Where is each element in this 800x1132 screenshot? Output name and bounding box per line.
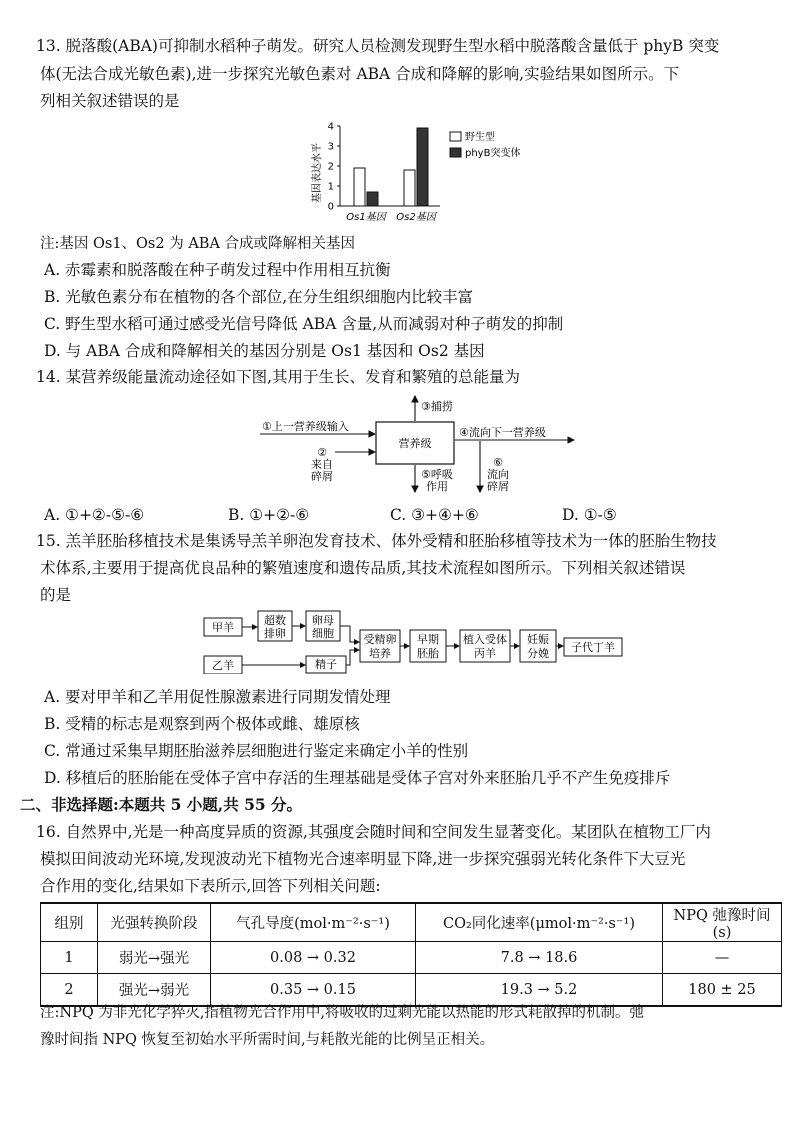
flow-luanmu-1: 卵母	[312, 614, 334, 627]
trophic-level-label: 营养级	[398, 437, 432, 450]
q13-option-a: A. 赤霉素和脱落酸在种子萌发过程中作用相互抗衡	[44, 261, 391, 279]
table-cell: —	[663, 942, 782, 974]
y-tick-label: 2	[327, 161, 334, 173]
bar-wild-type	[404, 170, 415, 206]
q16-stem-line-1: 16. 自然界中,光是一种高度异质的资源,其强度会随时间和空间发生显著变化。某团队在植物工厂内	[36, 823, 711, 841]
table-cell: 7.8 → 18.6	[416, 942, 663, 974]
q14-energy-flow-diagram	[240, 392, 580, 498]
q14-option-a: A. ①+②-⑤-⑥	[44, 506, 145, 524]
energy-flow-svg	[240, 392, 580, 498]
q15-stem-line-1: 15. 羔羊胚胎移植技术是集诱导羔羊卵泡发育技术、体外受精和胚胎移植等技术为一体的胚胎生物技	[36, 532, 717, 550]
q15-stem-line-2: 术体系,主要用于提高优良品种的繁殖速度和遗传品质,其技术流程如图所示。下列相关叙述错误	[40, 559, 686, 577]
q13-note: 注:基因 Os1、Os2 为 ABA 合成或降解相关基因	[40, 236, 356, 252]
q15-flow-diagram	[198, 608, 628, 674]
flow-jia: 甲羊	[212, 621, 234, 634]
q16-note-line-2: 豫时间指 NPQ 恢复至初始水平所需时间,与耗散光能的比例呈正相关。	[40, 1032, 495, 1048]
flow-zidai: 子代丁羊	[571, 641, 615, 654]
table-cell: 19.3 → 5.2	[416, 974, 663, 1007]
table-row	[41, 942, 782, 974]
input-label-2a: ②	[317, 446, 327, 459]
bar-phyb-mutant	[417, 128, 428, 206]
bar-wild-type	[354, 168, 365, 206]
table-cell: 180 ± 25	[663, 974, 782, 1007]
flow-zhiru-1: 植入受体	[463, 633, 507, 646]
flow-luanmu-2: 细胞	[312, 627, 334, 640]
q14-option-c: C. ③+④+⑥	[390, 506, 479, 524]
q16-stem-line-2: 模拟田间波动光环境,发现波动光下植物光合速率明显下降,进一步探究强弱光转化条件下大豆光	[40, 850, 686, 868]
chart-svg	[300, 118, 540, 230]
output-label-5b: 作用	[426, 480, 448, 493]
y-tick-label: 4	[327, 121, 334, 133]
chart-plot	[328, 122, 521, 224]
input-label-2c: 碎屑	[311, 470, 333, 483]
x-category-label: Os1基因	[346, 212, 386, 223]
y-tick-label: 1	[327, 181, 334, 193]
input-label-2b: 来自	[311, 458, 333, 471]
q13-stem-line-2: 体(无法合成光敏色素),进一步探究光敏色素对 ABA 合成和降解的影响,实验结果如图所示。下	[40, 65, 680, 83]
flow-chaoshu-2: 排卵	[264, 627, 286, 640]
q13-option-b: B. 光敏色素分布在植物的各个部位,在分生组织细胞内比较丰富	[44, 288, 474, 306]
table-cell: 0.08 → 0.32	[211, 942, 416, 974]
table-header: NPQ 弛豫时间(s)	[663, 903, 782, 942]
table-header: 组别	[41, 903, 98, 942]
output-label-6c: 碎屑	[487, 480, 509, 493]
flow-shoujing-1: 受精卵	[363, 633, 397, 646]
table-cell: 2	[41, 974, 98, 1007]
legend-swatch	[450, 148, 461, 157]
legend-label: phyB突变体	[465, 148, 521, 159]
legend-label: 野生型	[465, 132, 495, 143]
output-label-3: ③捕捞	[421, 400, 453, 413]
q13-option-d: D. 与 ABA 合成和降解相关的基因分别是 Os1 基因和 Os2 基因	[44, 342, 485, 360]
q15-option-c: C. 常通过采集早期胚胎滋养层细胞进行鉴定来确定小羊的性别	[44, 742, 469, 760]
table-row	[41, 974, 782, 1007]
flow-renshen-1: 妊娠	[527, 633, 549, 646]
table-header: 气孔导度(mol·m⁻²·s⁻¹)	[211, 903, 416, 942]
output-label-6b: 流向	[487, 468, 509, 481]
q13-bar-chart	[300, 118, 540, 230]
q14-option-b: B. ①+②-⑥	[228, 506, 310, 524]
flow-svg	[198, 608, 628, 674]
table-cell: 1	[41, 942, 98, 974]
bar-phyb-mutant	[367, 192, 378, 206]
table-header-row	[41, 903, 782, 942]
flow-zhiru-2: 丙羊	[474, 647, 496, 660]
input-label-1: ①上一营养级输入	[262, 420, 349, 433]
flow-renshen-2: 分娩	[527, 647, 549, 660]
q16-stem-line-3: 合作用的变化,结果如下表所示,回答下列相关问题:	[40, 877, 381, 895]
table-header: 光强转换阶段	[98, 903, 211, 942]
output-label-6a: ⑥	[493, 456, 503, 469]
q14-option-d: D. ①-⑤	[562, 506, 617, 524]
flow-zaoqi-1: 早期	[417, 633, 439, 646]
table-cell: 强光→弱光	[98, 974, 211, 1007]
q15-option-d: D. 移植后的胚胎能在受体子宫中存活的生理基础是受体子宫对外来胚胎几乎不产生免疫排斥	[44, 769, 671, 787]
q14-stem: 14. 某营养级能量流动途径如下图,其用于生长、发育和繁殖的总能量为	[36, 368, 521, 386]
table-header: CO₂同化速率(μmol·m⁻²·s⁻¹)	[416, 903, 663, 942]
table-cell: 弱光→强光	[98, 942, 211, 974]
table-cell: 0.35 → 0.15	[211, 974, 416, 1007]
q13-option-c: C. 野生型水稻可通过感受光信号降低 ABA 含量,从而减弱对种子萌发的抑制	[44, 315, 564, 333]
y-tick-label: 3	[327, 141, 334, 153]
flow-jingzi: 精子	[315, 658, 337, 671]
section-heading: 二、非选择题:本题共 5 小题,共 55 分。	[20, 795, 303, 814]
q16-results-table	[40, 902, 782, 1007]
q15-option-a: A. 要对甲羊和乙羊用促性腺激素进行同期发情处理	[44, 688, 391, 706]
y-tick-label: 0	[327, 201, 334, 213]
x-category-label: Os2基因	[396, 212, 436, 223]
q16-note-line-1: 注:NPQ 为非光化学猝灭,指植物光合作用中,将吸收的过剩光能以热能的形式耗散掉的机制。弛	[40, 1005, 645, 1021]
q13-stem-line-1: 13. 脱落酸(ABA)可抑制水稻种子萌发。研究人员检测发现野生型水稻中脱落酸含量低于 phyB 突变	[36, 37, 720, 55]
output-label-5a: ⑤呼吸	[421, 468, 453, 481]
y-axis-label: 基因表达水平	[312, 143, 323, 203]
q15-option-b: B. 受精的标志是观察到两个极体或雌、雄原核	[44, 715, 360, 733]
flow-zaoqi-2: 胚胎	[417, 647, 439, 660]
legend-swatch	[450, 132, 461, 141]
flow-yi: 乙羊	[212, 659, 234, 672]
flow-shoujing-2: 培养	[369, 647, 391, 660]
output-label-4: ④流向下一营养级	[459, 426, 546, 439]
q15-stem-line-3: 的是	[40, 586, 72, 604]
q13-stem-line-3: 列相关叙述错误的是	[40, 92, 180, 110]
flow-chaoshu-1: 超数	[264, 614, 286, 627]
